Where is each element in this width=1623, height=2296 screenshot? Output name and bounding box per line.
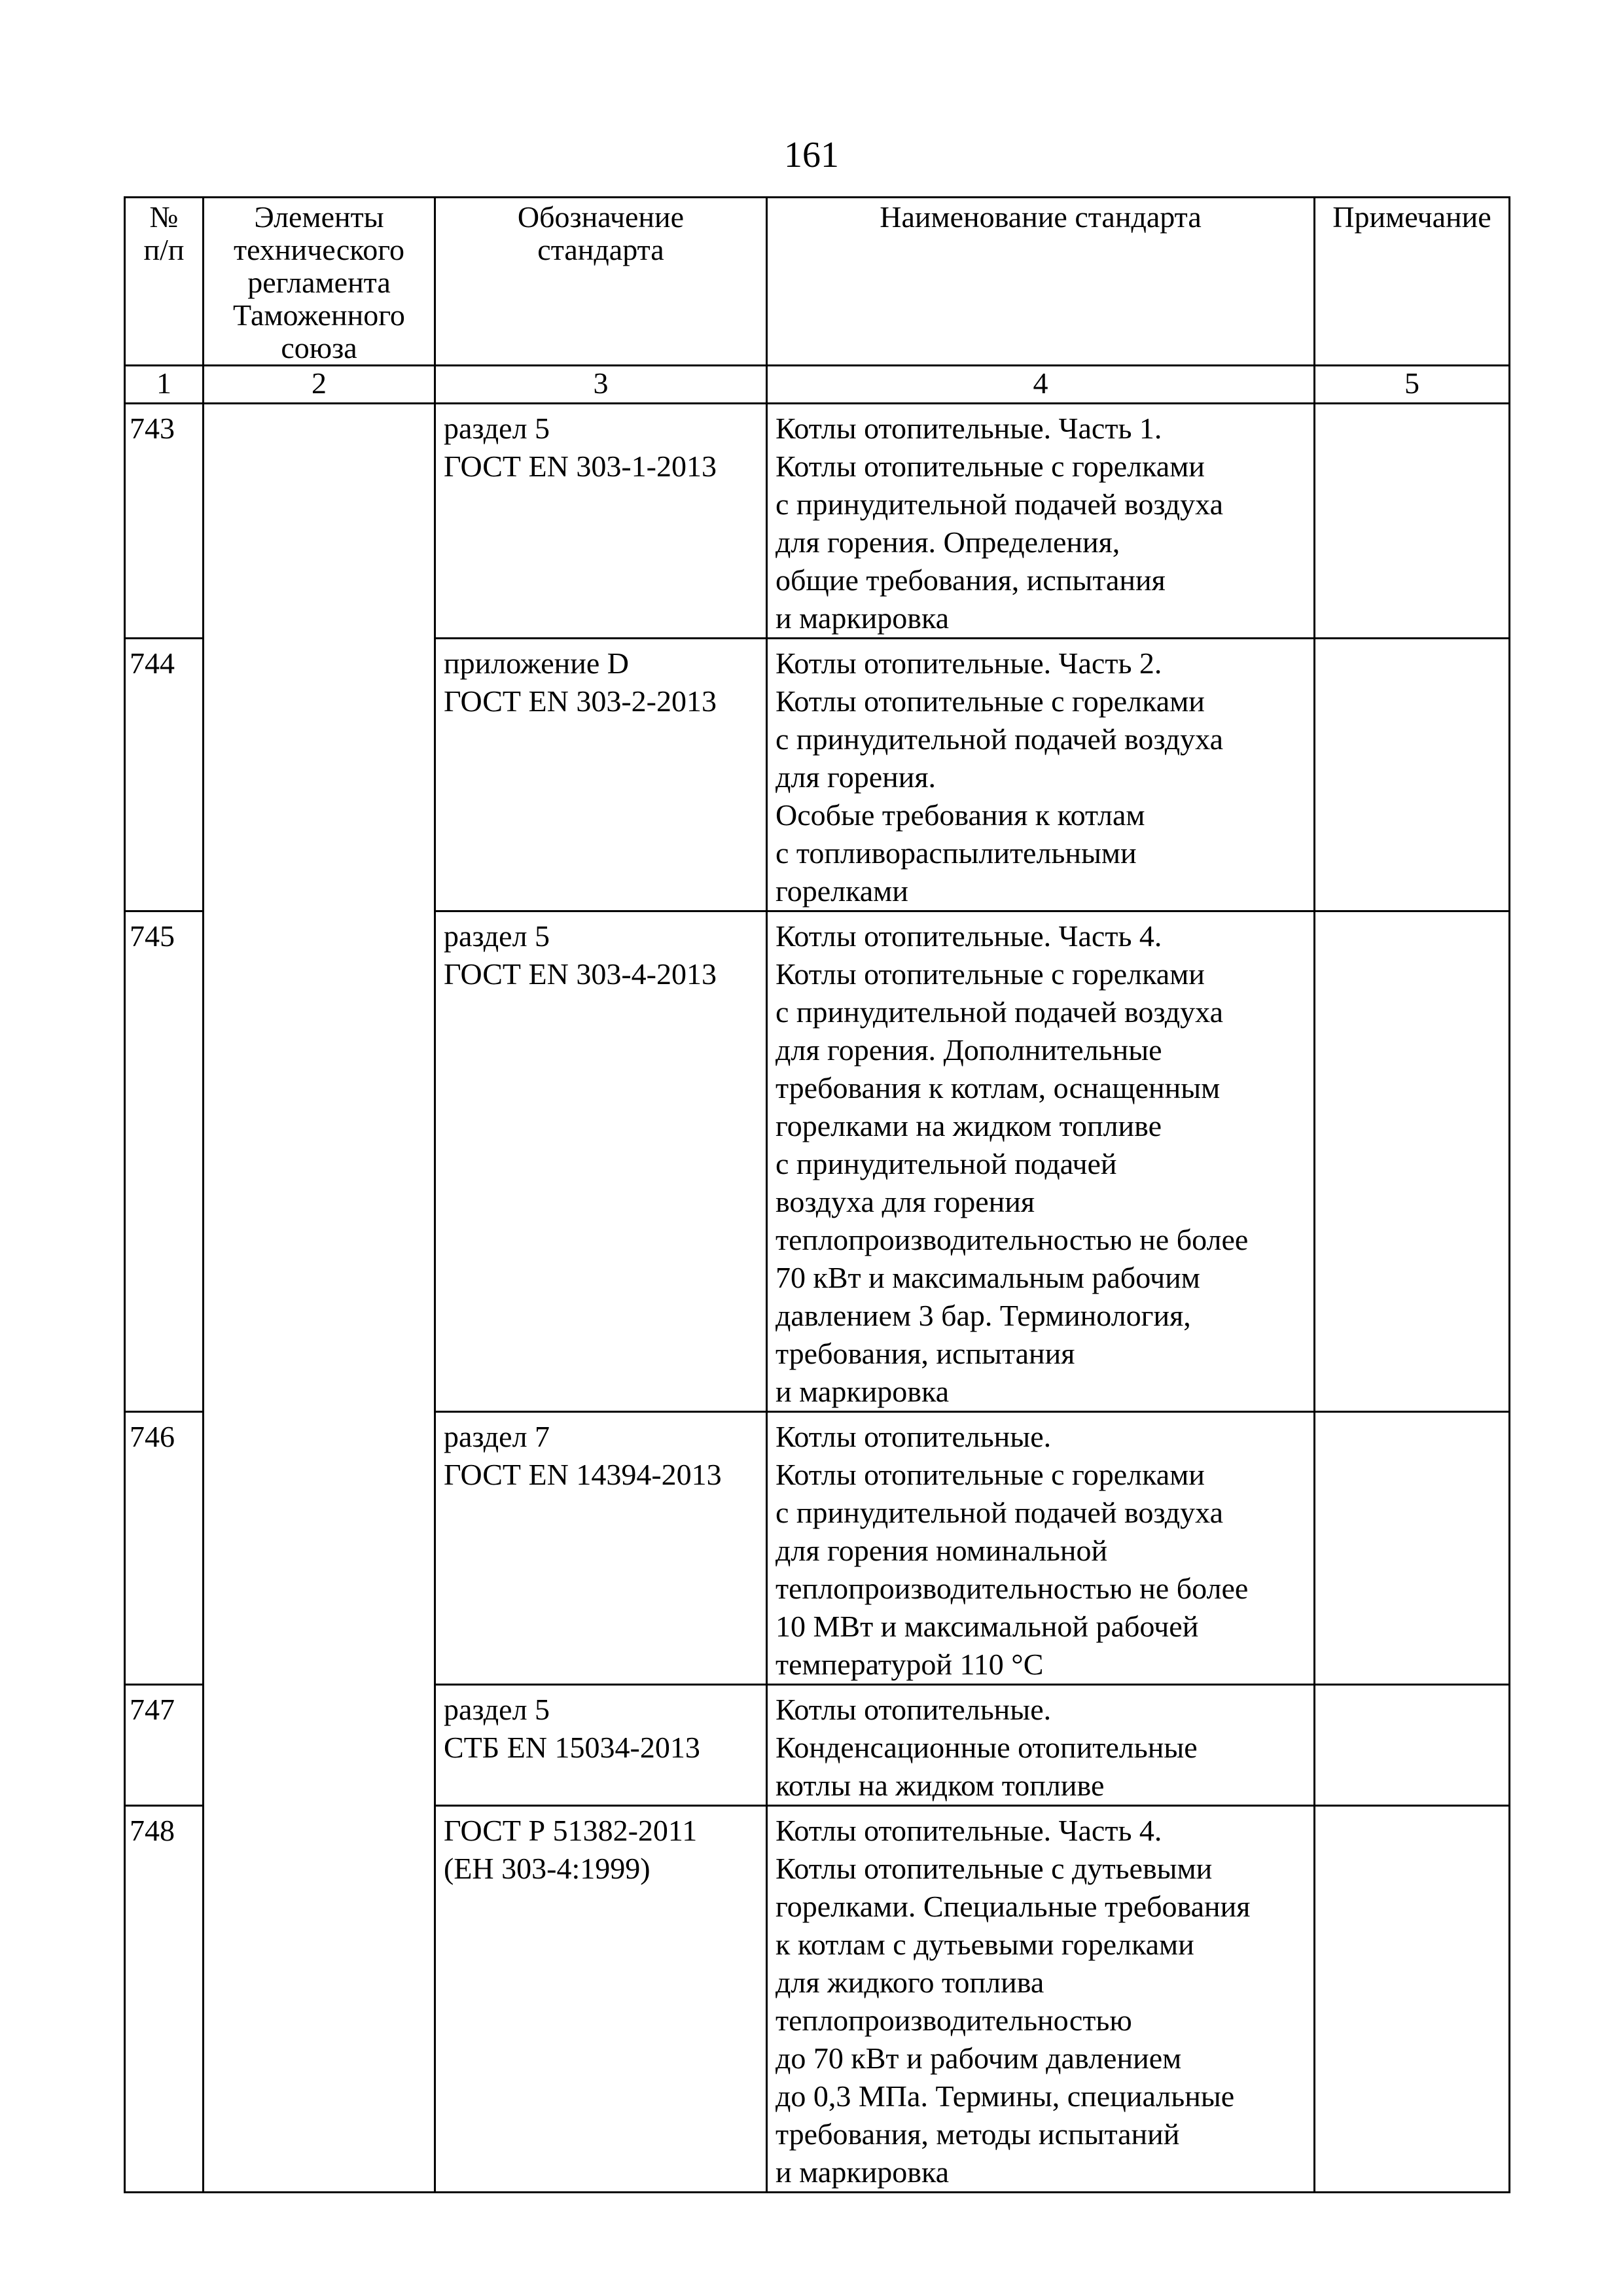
header-number [125, 198, 204, 366]
text-line: для горения номинальной [776, 1534, 1108, 1567]
note-cell [1315, 911, 1510, 1412]
text-line: для горения. Определения, [776, 525, 1120, 559]
text-line: Котлы отопительные. Часть 4. [776, 919, 1162, 953]
text-line: раздел 7 [444, 1420, 550, 1453]
column-number: 3 [435, 366, 767, 404]
row-number: 748 [125, 1806, 204, 2193]
text-line: Котлы отопительные с дутьевыми [776, 1852, 1213, 1885]
text-line: ГОСТ EN 303-1-2013 [444, 450, 717, 483]
text-line: горелками на жидком топливе [776, 1109, 1162, 1142]
row-number: 743 [125, 404, 204, 639]
text-line: и маркировка [776, 1375, 950, 1408]
row-number: 747 [125, 1685, 204, 1806]
designation-cell [435, 1412, 767, 1685]
designation-cell [435, 1685, 767, 1806]
column-number: 1 [125, 366, 204, 404]
text-line: для жидкого топлива [776, 1966, 1044, 1999]
text-line: горелками. Специальные требования [776, 1890, 1251, 1923]
text-line: общие требования, испытания [776, 563, 1166, 597]
text-line: Обозначение [517, 200, 685, 234]
text-line: Котлы отопительные с горелками [776, 450, 1205, 483]
text-line: Таможенного [233, 298, 405, 332]
note-cell [1315, 404, 1510, 639]
text-line: раздел 5 [444, 412, 550, 445]
text-line: температурой 110 °С [776, 1648, 1044, 1681]
text-line: Котлы отопительные с горелками [776, 684, 1205, 718]
header-elements [204, 198, 435, 366]
text-line: № [149, 200, 179, 234]
text-line: для горения. Дополнительные [776, 1033, 1162, 1067]
designation-cell [435, 911, 767, 1412]
text-line: давлением 3 бар. Терминология, [776, 1299, 1191, 1332]
text-line: горелками [776, 874, 908, 908]
text-line: ГОСТ Р 51382-2011 [444, 1814, 698, 1847]
text-line: Котлы отопительные. [776, 1693, 1052, 1726]
text-line: ГОСТ EN 303-2-2013 [444, 684, 717, 718]
header-note [1315, 198, 1510, 366]
text-line: к котлам с дутьевыми горелками [776, 1928, 1194, 1961]
note-cell [1315, 639, 1510, 911]
text-line: Котлы отопительные. Часть 2. [776, 646, 1162, 680]
text-line: с принудительной подачей воздуха [776, 1496, 1223, 1529]
text-line: Особые требования к котлам [776, 798, 1145, 832]
standard-name-cell [767, 911, 1315, 1412]
text-line: с принудительной подачей [776, 1147, 1117, 1180]
text-line: регламента [247, 266, 391, 299]
text-line: и маркировка [776, 2155, 950, 2189]
text-line: Котлы отопительные с горелками [776, 957, 1205, 991]
note-cell [1315, 1806, 1510, 2193]
header-name [767, 198, 1315, 366]
text-line: с топливораспылительными [776, 836, 1137, 870]
standard-name-cell [767, 404, 1315, 639]
text-line: и маркировка [776, 601, 950, 635]
text-line: Наименование стандарта [880, 200, 1202, 234]
text-line: с принудительной подачей воздуха [776, 722, 1223, 756]
column-number: 4 [767, 366, 1315, 404]
column-number: 2 [204, 366, 435, 404]
text-line: для горения. [776, 760, 936, 794]
designation-cell [435, 404, 767, 639]
table-header-row [125, 198, 1510, 366]
text-line: теплопроизводительностью не более [776, 1223, 1249, 1256]
note-cell [1315, 1685, 1510, 1806]
standard-name-cell [767, 1806, 1315, 2193]
text-line: Котлы отопительные. Часть 1. [776, 412, 1162, 445]
text-line: ГОСТ EN 14394-2013 [444, 1458, 722, 1491]
text-line: стандарта [537, 233, 664, 266]
text-line: союза [281, 331, 357, 364]
text-line: воздуха для горения [776, 1185, 1035, 1218]
text-line: 10 МВт и максимальной рабочей [776, 1610, 1199, 1643]
text-line: требования к котлам, оснащенным [776, 1071, 1221, 1104]
column-number: 5 [1315, 366, 1510, 404]
header-designation [435, 198, 767, 366]
text-line: Элементы [254, 200, 384, 234]
text-line: СТБ EN 15034-2013 [444, 1731, 700, 1764]
text-line: приложение D [444, 646, 630, 680]
text-line: Котлы отопительные с горелками [776, 1458, 1205, 1491]
text-line: с принудительной подачей воздуха [776, 995, 1223, 1029]
text-line: Котлы отопительные. Часть 4. [776, 1814, 1162, 1847]
text-line: ГОСТ EN 303-4-2013 [444, 957, 717, 991]
designation-cell [435, 639, 767, 911]
page-number: 161 [784, 135, 839, 175]
text-line: 70 кВт и максимальным рабочим [776, 1261, 1200, 1294]
text-line: Конденсационные отопительные [776, 1731, 1198, 1764]
text-line: раздел 5 [444, 1693, 550, 1726]
standard-name-cell [767, 1412, 1315, 1685]
standards-table [124, 196, 1510, 2193]
column-number-row [125, 366, 1510, 404]
text-line: требования, методы испытаний [776, 2117, 1180, 2151]
text-line: до 0,3 МПа. Термины, специальные [776, 2079, 1235, 2113]
text-line: теплопроизводительностью [776, 2004, 1132, 2037]
text-line: теплопроизводительностью не более [776, 1572, 1249, 1605]
text-line: п/п [143, 233, 185, 266]
text-line: с принудительной подачей воздуха [776, 487, 1223, 521]
text-line: требования, испытания [776, 1337, 1075, 1370]
text-line: раздел 5 [444, 919, 550, 953]
table-row [125, 404, 1510, 639]
row-number: 744 [125, 639, 204, 911]
text-line: Примечание [1332, 200, 1491, 234]
elements-cell [204, 404, 435, 2193]
designation-cell [435, 1806, 767, 2193]
row-number: 745 [125, 911, 204, 1412]
text-line: котлы на жидком топливе [776, 1769, 1105, 1802]
note-cell [1315, 1412, 1510, 1685]
text-line: (ЕН 303-4:1999) [444, 1852, 651, 1885]
text-line: технического [234, 233, 404, 266]
text-line: до 70 кВт и рабочим давлением [776, 2041, 1182, 2075]
row-number: 746 [125, 1412, 204, 1685]
text-line: Котлы отопительные. [776, 1420, 1052, 1453]
standard-name-cell [767, 1685, 1315, 1806]
standard-name-cell [767, 639, 1315, 911]
